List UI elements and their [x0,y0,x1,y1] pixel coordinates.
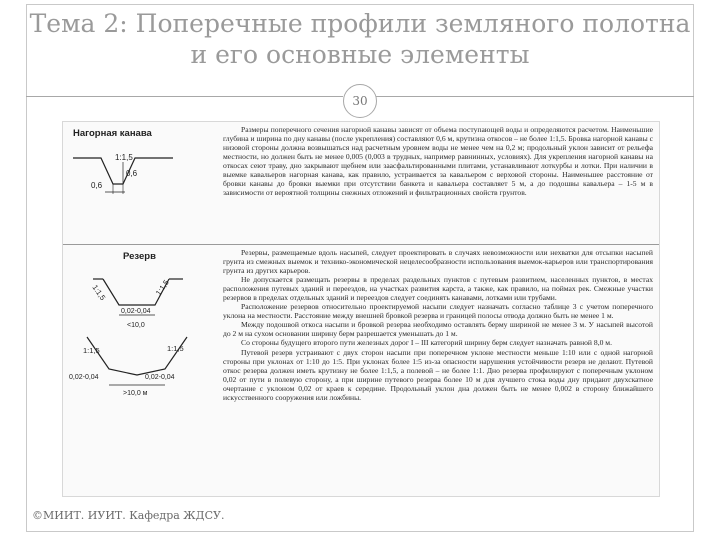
section-upland-ditch [63,122,659,243]
borrow-pit-text [223,248,653,402]
borrow-pit-heading: Резерв [123,251,156,262]
upland-ditch-heading: Нагорная канава [73,128,152,139]
reserve-low-width-label: >10,0 м [123,390,148,397]
ditch-cross-section-drawing [63,122,193,243]
title-divider-left [26,96,343,97]
paragraph: Расположение резервов относительно проектируемой насыпи следует назначать согласно таблице 3 с учетом поперечного уклона на местности. Расстояние между внешней бровкой резерва и границей полосы отвода должно быть не менее 1 м. [223,302,653,321]
upland-ditch-figure [63,122,193,243]
reserve-width-label: <10,0 [127,322,145,329]
borrow-pit-figure [63,245,193,497]
reserve-low-slope-right-label: 1:1,5 [167,344,184,353]
slide-footer: ©МИИТ. ИУИТ. Кафедра ЖДСУ. [32,509,225,522]
page-number-badge: 30 [343,84,377,118]
document-scan [62,121,660,497]
paragraph: Размеры поперечного сечения нагорной канавы зависят от объема поступающей воды и определяются расчетом. Наименьшие глубина и ширина по дну канавы (после укрепления) составляют 0,6 м, крутизна откосов – не более 1:1,5. Бровка нагорной канавы с низовой стороны должна возвышаться над расчетным уровнем воды не менее чем на 0,2 м; продольный уклон зависит от рельефа местности, но должен быть не менее 0,005 (0,003 в трудных, например равнинных, условиях). Для укрепления нагорной канавы на откосах сеют траву, дно закрывают щебнем или заасфальтированными плитами, устанавливают лоткурбы и лотки. При наличии в выемке кавальеров нагорная канава, как правило, устраивается за кавальером с верховой стороны. Наименьшее расстояние от бровки канавы до бровки выемки при отсутствии банкета и кавальера составляет 5 м, а до подошвы кавальера – 1-5 м в зависимости от вероятной толщины снежных отложений и фильтрационных свойств грунтов. [223,125,653,198]
paragraph: Со стороны будущего второго пути железных дорог I – III категорий ширину берм следует назначать равной 8,0 м. [241,338,612,348]
ditch-depth-label: 0,6 [126,169,138,178]
paragraph: Не допускается размещать резервы в пределах раздельных пунктов с путевым развитием, населенных пунктов, в местах расположения путевых зданий и переездов, на участках развития карста, а также, как правило, на поймах рек. Смежные участки резервов в пределах отдельных зданий и переездов следует соединять канавами, лотками или трубами. [223,275,653,303]
title-divider-right [375,96,694,97]
section-borrow-pit [63,244,659,497]
paragraph: Путевой резерв устраивают с двух сторон насыпи при поперечном уклоне местности меньше 1:10 или с одной нагорной стороны при уклонах от 1:10 до 1:5. При уклонах более 1:5 из-за опасности нарушения устойчивости резерв не делают. Путевой откос резерва должен иметь крутизну не более 1:1,5, а полевой – не более 1:1. Дно резерва профилируют с поперечным уклоном 0,02 от пути в полевую сторону, а при ширине путевого резерва более 10 м для лучшего стока воды дну придают двухскатное очертание с уклоном 0,02 от краев к середине. Продольный уклон дна должен быть не менее 0,002 в сторону ближайшего искусственного сооружения или ложбины. [223,347,653,402]
ditch-slope-label: 1:1,5 [115,153,133,162]
slide-title [26,8,694,70]
reserve-low-gradient-right-label: 0,02-0,04 [145,374,175,381]
reserve-low-slope-left-label: 1:1,5 [83,346,100,355]
reserve-slope-left-label: 1:1,5 [90,283,108,302]
paragraph: Резервы, размещаемые вдоль насыпей, следует проектировать в случаях невозможности или нехватки для отсыпки насыпей грунта из смежных выемок и технико-экономической нецелесообразности использования выемок-карьеров или транспортирования грунта из других карьеров. [223,248,653,276]
slide-title-line-2: и его основные элементы [190,40,530,69]
reserve-gradient-label: 0,02-0,04 [121,308,151,315]
reserve-slope-right-label: 1:1,5 [153,278,171,298]
slide-title-line-1: Тема 2: Поперечные профили земляного полотна [29,9,691,38]
paragraph: Между подошвой откоса насыпи и бровкой резерва необходимо оставлять берму шириной не менее 3 м. У насыпей высотой до 2 м на сухом основании ширину берм разрешается уменьшать до 1 м. [223,320,653,339]
ditch-bottom-label: 0,6 [91,181,103,190]
borrow-pit-drawing [63,245,213,497]
reserve-low-gradient-left-label: 0,02-0,04 [69,374,99,381]
upland-ditch-text [223,125,653,197]
